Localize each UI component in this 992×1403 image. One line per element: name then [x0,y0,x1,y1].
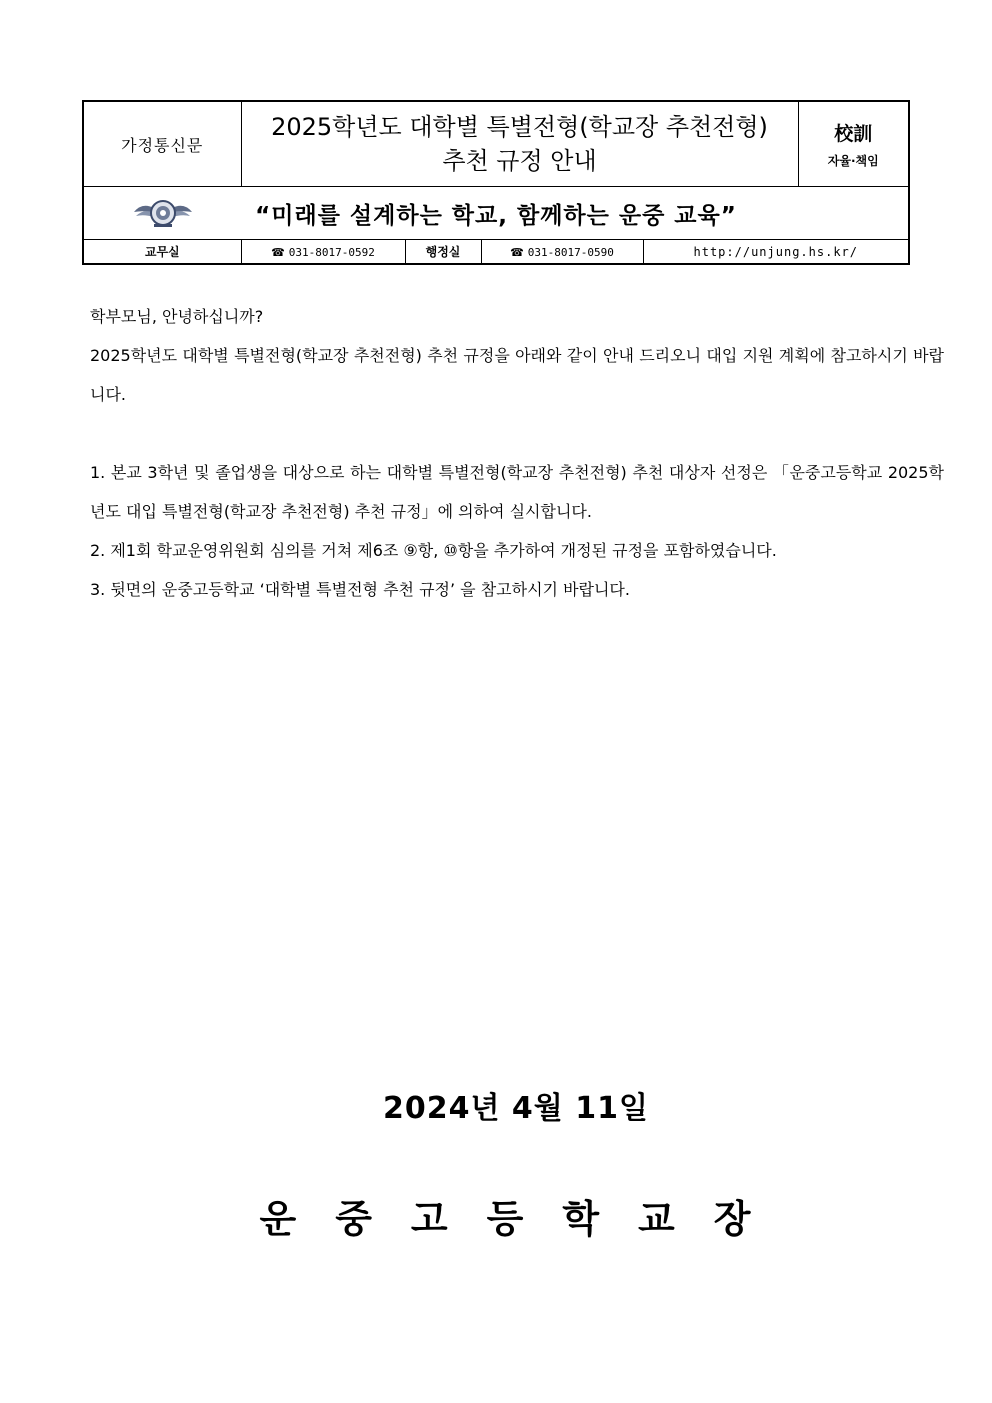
tel-number-1: 031-8017-0592 [288,245,375,259]
school-slogan: “미래를 설계하는 학교, 함께하는 운중 교육” [255,202,737,229]
tel-number-2: 031-8017-0590 [527,245,614,259]
intro-paragraph: 2025학년도 대학별 특별전형(학교장 추천전형) 추천 규정을 아래와 같이 안내 드리오니 대입 지원 계획에 참고하시기 바랍니다. [90,346,944,404]
newsletter-header [82,100,910,265]
slogan-row [83,187,909,240]
dept-academic-affairs: 교무실 [83,240,241,265]
phone-icon: ☎ [510,245,524,259]
tel-academic-affairs [241,240,405,265]
dept-administration: 행정실 [405,240,481,265]
issue-date: 2024년 4월 11일 [383,1091,649,1126]
motto-sub: 자율·책임 [827,154,879,168]
title-line-1: 2025학년도 대학별 특별전형(학교장 추천전형) [271,113,768,141]
document-title [241,101,798,187]
letter-body [82,297,944,609]
greeting: 학부모님, 안녕하십니까? [90,307,264,326]
list-item-2: 2. 제1회 학교운영위원회 심의를 거쳐 제6조 ⑨항, ⑩항을 추가하여 개정된 규정을 포함하였습니다. [90,541,777,560]
school-website-link[interactable]: http://unjung.hs.kr/ [643,240,909,265]
principal-signature: 운중고등학교장 [259,1197,790,1241]
phone-icon: ☎ [271,245,285,259]
tel-administration [481,240,643,265]
school-emblem-icon [132,198,194,228]
list-item-3: 3. 뒷면의 운중고등학교 ‘대학별 특별전형 추천 규정’ 을 참고하시기 바랍니다. [90,580,630,599]
motto-main: 校訓 [834,123,873,145]
list-item-1: 1. 본교 3학년 및 졸업생을 대상으로 하는 대학별 특별전형(학교장 추천전형) 추천 대상자 선정은 「운중고등학교 2025학년도 대입 특별전형(학교장 추천전형) 추천 규정」에 의하여 실시합니다. [90,463,944,521]
document-type: 가정통신문 [83,101,241,187]
school-motto [798,101,909,187]
title-line-2: 추천 규정 안내 [442,147,597,175]
